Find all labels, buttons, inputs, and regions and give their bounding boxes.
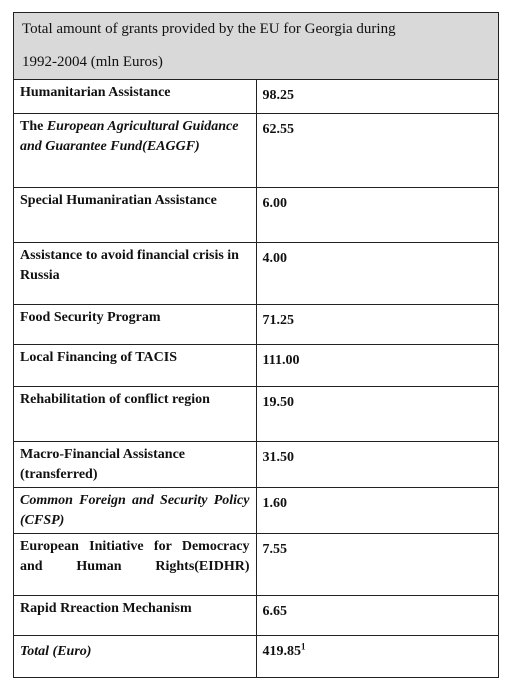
row-value: 6.00 <box>256 188 499 243</box>
table-row <box>14 80 499 114</box>
table-row <box>14 243 499 305</box>
row-label-prefix: The <box>20 119 47 134</box>
row-label: Macro-Financial Assistance (transferred) <box>14 442 257 488</box>
row-value: 71.25 <box>256 305 499 345</box>
table-row <box>14 596 499 636</box>
row-value: 62.55 <box>256 114 499 188</box>
row-label: Rehabilitation of conflict region <box>14 387 257 442</box>
total-label: Total (Euro) <box>14 636 257 678</box>
table-row <box>14 345 499 387</box>
row-label: Local Financing of TACIS <box>14 345 257 387</box>
caption-line-2: 1992-2004 (mln Euros) <box>22 54 163 70</box>
row-label-suffix: (EAGGF) <box>142 139 200 154</box>
table-row <box>14 488 499 534</box>
row-value: 31.50 <box>256 442 499 488</box>
row-label: Common Foreign and Security Policy (CFSP) <box>14 488 257 534</box>
table-row <box>14 442 499 488</box>
table-row <box>14 305 499 345</box>
row-label <box>14 114 257 188</box>
row-label: Special Humaniratian Assistance <box>14 188 257 243</box>
row-label: Assistance to avoid financial crisis in Russia <box>14 243 257 305</box>
grants-table <box>13 12 499 678</box>
row-value: 1.60 <box>256 488 499 534</box>
row-label: Food Security Program <box>14 305 257 345</box>
table-row <box>14 188 499 243</box>
total-value: 419.85 <box>262 644 301 659</box>
row-label: Humanitarian Assistance <box>14 80 257 114</box>
total-row <box>14 636 499 678</box>
row-value: 111.00 <box>256 345 499 387</box>
table-caption-row <box>14 13 499 80</box>
row-value: 19.50 <box>256 387 499 442</box>
row-label: European Initiative for Democracy and Human Rights(EIDHR) <box>14 534 257 596</box>
row-value: 7.55 <box>256 534 499 596</box>
row-value: 98.25 <box>256 80 499 114</box>
table-row <box>14 387 499 442</box>
footnote-marker: 1 <box>301 641 306 652</box>
row-label-italic: European Agricultural Guidance and Guarantee Fund <box>20 119 239 154</box>
row-value: 6.65 <box>256 596 499 636</box>
caption-line-1: Total amount of grants provided by the EU for Georgia during <box>22 21 396 37</box>
table-row <box>14 534 499 596</box>
total-value-cell <box>256 636 499 678</box>
table-row <box>14 114 499 188</box>
table-caption <box>14 13 499 80</box>
row-value: 4.00 <box>256 243 499 305</box>
row-label: Rapid Rreaction Mechanism <box>14 596 257 636</box>
